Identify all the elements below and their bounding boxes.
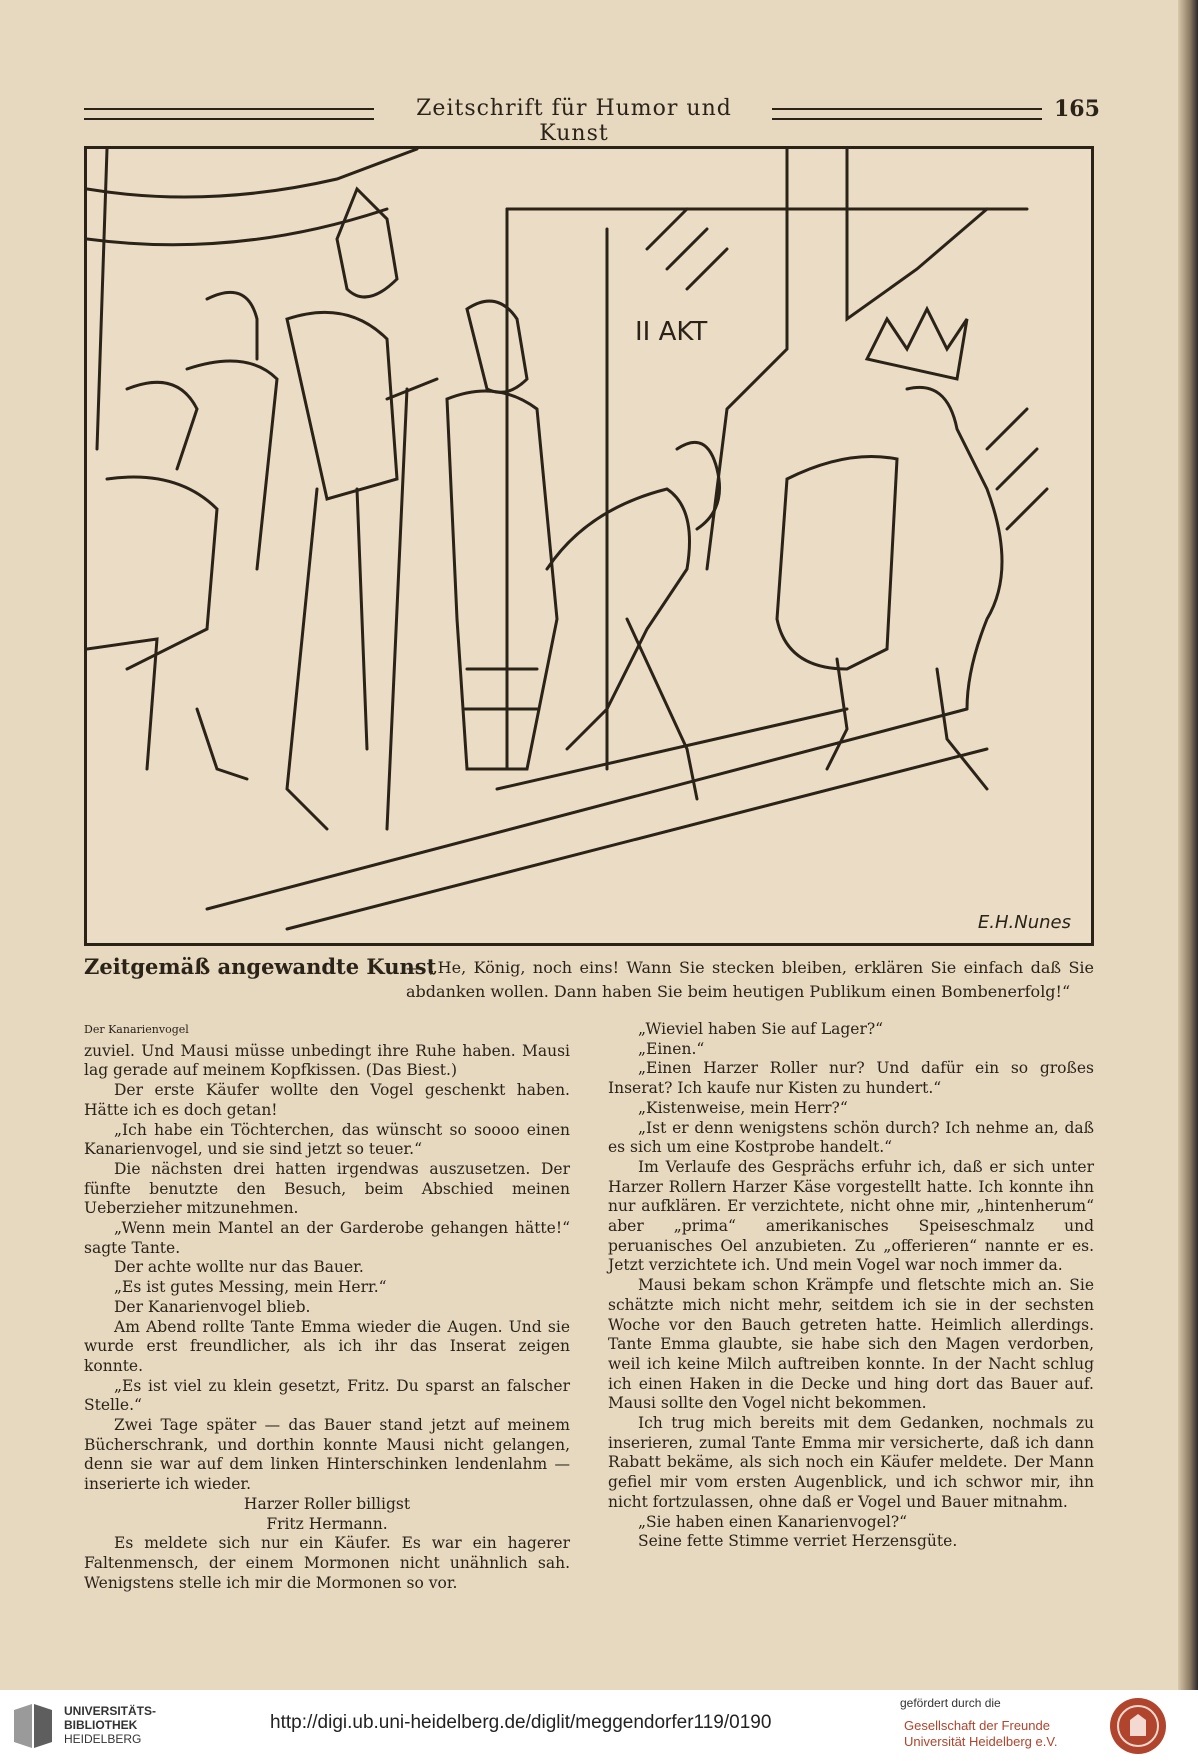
paragraph: Es meldete sich nur ein Käufer. Es war ein hagerer Faltenmensch, der einem Mormonen nicht unähnlich sah. Wenigstens stelle ich mir die Mormonen so vor. [84, 1534, 570, 1592]
funding-label: gefördert durch die [900, 1696, 1001, 1710]
page-edge-shadow [1178, 0, 1198, 1690]
paragraph: Am Abend rollte Tante Emma wieder die Augen. Und sie wurde erst freundlicher, als ich ihr das Inserat zeigen konnte. [84, 1317, 570, 1375]
caption-text: — „He, König, noch eins! Wann Sie stecken bleiben, erklären Sie einfach daß Sie abdanken wollen. Dann haben Sie beim heutigen Publikum einen Bombenerfolg!“ [406, 958, 1094, 1001]
paragraph: Im Verlaufe des Gesprächs erfuhr ich, daß er sich unter Harzer Rollern Harzer Käse vorgestellt hatte. Ich konnte ihn nur aufklären. Er verzichtete, nicht ohne mir, „hintenherum“ aber „prima“ amerikanisches Speiseschmalz und peruanisches Oel anzubieten. Zu „offerieren“ nannte er es. Jetzt verzichtete ich. Und mein Vogel war noch immer da. [608, 1157, 1094, 1275]
paragraph: „Kistenweise, mein Herr?“ [638, 1098, 848, 1117]
cartoon-illustration [84, 146, 1094, 946]
paragraph: Seine fette Stimme verriet Herzensgüte. [638, 1532, 958, 1551]
chain-ornament-left [84, 108, 374, 120]
journal-title: Zeitschrift für Humor und Kunst [416, 96, 732, 146]
running-header [84, 92, 1100, 146]
cartoon-caption [84, 954, 1094, 1004]
library-line: HEIDELBERG [64, 1732, 142, 1746]
paragraph: Mausi bekam schon Krämpfe und fletschte mich an. Sie schätzte mich nicht mehr, seitdem ich sie in der sechsten Woche vor den Bauch getreten hatte. Heimlich allerdings. Tante Emma glaubte, sie habe sich den Magen verdorben, weil ich keine Milch auftreiben konnte. In der Nacht schlug ich einen Haken in die Decke und hing dort das Bauer auf. Mausi sollte den Vogel nicht bekommen. [608, 1276, 1094, 1413]
society-line: Universität Heidelberg e.V. [904, 1734, 1058, 1749]
paragraph: Zwei Tage später — das Bauer stand jetzt auf meinem Bücherschrank, und dorthin konnte Mausi nicht gelangen, denn sie war auf dem linken Hinterschinken lendenlahm — inserierte ich wieder. [84, 1416, 570, 1494]
cartoon-drawing [87, 149, 1091, 943]
act-sign: II AKT [635, 317, 708, 347]
source-url-link[interactable]: http://digi.ub.uni-heidelberg.de/diglit/meggendorfer119/0190 [270, 1712, 772, 1733]
caption-title: Zeitgemäß angewandte Kunst [84, 954, 437, 979]
paragraph: zuviel. Und Mausi müsse unbedingt ihre Ruhe haben. Mausi lag gerade auf meinem Kopfkissen. (Das Biest.) [84, 1041, 570, 1080]
paragraph: „Wenn mein Mantel an der Garderobe gehangen hätte!“ sagte Tante. [84, 1219, 570, 1257]
paragraph: „Ich habe ein Töchterchen, das wünscht so soooo einen Kanarienvogel, und sie sind jetzt so teuer.“ [84, 1120, 570, 1159]
paragraph: „Es ist viel zu klein gesetzt, Fritz. Du sparst an falscher Stelle.“ [84, 1376, 570, 1415]
library-line: UNIVERSITÄTS- [64, 1704, 157, 1718]
library-name [64, 1704, 156, 1746]
story-heading: Der Kanarienvogel [84, 1023, 189, 1036]
advertisement-line: Harzer Roller billigst [243, 1494, 411, 1513]
paragraph: „Wieviel haben Sie auf Lager?“ [638, 1020, 884, 1038]
artist-signature: E.H.Nunes [977, 912, 1071, 933]
story-column-right [608, 1020, 1094, 1552]
story-column-left [84, 1020, 570, 1593]
university-seal-icon [1108, 1696, 1168, 1756]
paragraph: „Einen.“ [638, 1039, 705, 1058]
paragraph: Der erste Käufer wollte den Vogel geschenkt haben. Hätte ich es doch getan! [84, 1081, 570, 1119]
library-logo-icon [10, 1702, 56, 1752]
paragraph: „Ist er denn wenigstens schön durch? Ich nehme an, daß es sich um eine Kostprobe handelt.“ [608, 1118, 1094, 1157]
society-line: Gesellschaft der Freunde [904, 1718, 1050, 1733]
digitization-footer [0, 1690, 1198, 1761]
paragraph: Der achte wollte nur das Bauer. [114, 1258, 364, 1277]
chain-ornament-right [772, 108, 1042, 120]
paragraph: „Es ist gutes Messing, mein Herr.“ [114, 1278, 387, 1297]
paragraph: „Einen Harzer Roller nur? Und dafür ein so großes Inserat? Ich kaufe nur Kisten zu hundert.“ [608, 1059, 1094, 1098]
paragraph: Ich trug mich bereits mit dem Gedanken, nochmals zu inserieren, zumal Tante Emma mir versicherte, daß ich dann Rabatt bekäme, als sich noch ein Käufer meldete. Der Mann gefiel mir vom ersten Augenblick, und ich schwor mir, ihn nicht fortzulassen, ohne daß er Vogel und Bauer mitnahm. [608, 1414, 1094, 1511]
paragraph: „Sie haben einen Kanarienvogel?“ [638, 1512, 908, 1531]
paragraph: Der Kanarienvogel blieb. [114, 1297, 311, 1316]
society-name [904, 1718, 1057, 1750]
library-line: BIBLIOTHEK [64, 1718, 138, 1732]
advertisement-signature: Fritz Hermann. [266, 1514, 388, 1533]
page-number: 165 [1054, 96, 1100, 122]
paragraph: Die nächsten drei hatten irgendwas auszusetzen. Der fünfte benutzte den Besuch, beim Abschied meinen Ueberzieher mitzunehmen. [84, 1159, 570, 1218]
